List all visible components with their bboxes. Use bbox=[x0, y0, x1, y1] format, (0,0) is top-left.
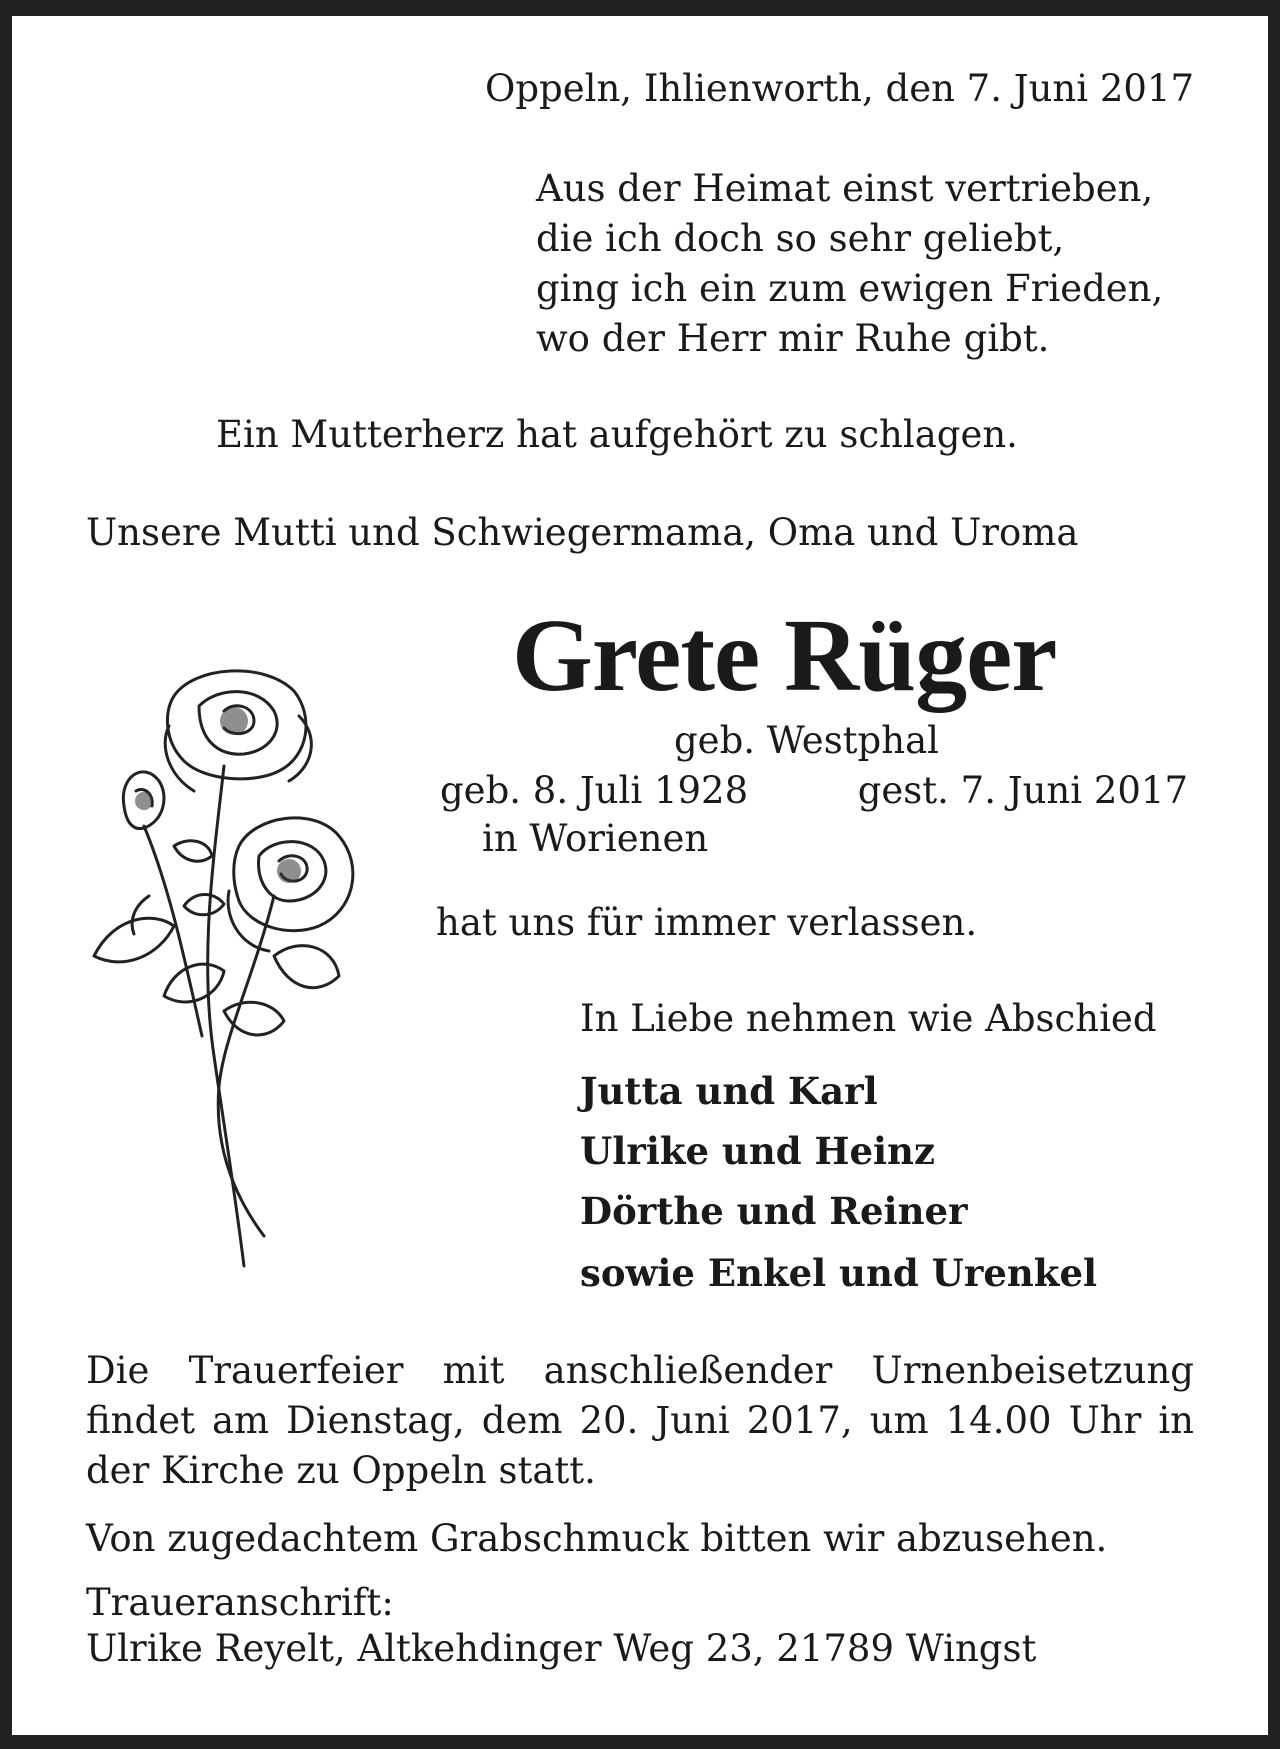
flowers-note: Von zugedachtem Grabschmuck bitten wir abzusehen. bbox=[86, 1517, 1108, 1560]
place-date: Oppeln, Ihlienworth, den 7. Juni 2017 bbox=[485, 67, 1194, 110]
mourner-3: Dörthe und Reiner bbox=[580, 1189, 968, 1233]
address-line: Ulrike Reyelt, Altkehdinger Weg 23, 21789 Wingst bbox=[86, 1627, 1037, 1670]
poem-line-4: wo der Herr mir Ruhe gibt. bbox=[536, 317, 1050, 360]
mourner-4: sowie Enkel und Urenkel bbox=[580, 1251, 1098, 1295]
poem-line-1: Aus der Heimat einst vertrieben, bbox=[536, 167, 1154, 210]
birth-date: geb. 8. Juli 1928 bbox=[440, 769, 749, 812]
poem-line-2: die ich doch so sehr geliebt, bbox=[536, 217, 1065, 260]
farewell-line: In Liebe nehmen wie Abschied bbox=[580, 997, 1157, 1040]
intro-line: Unsere Mutti und Schwiegermama, Oma und Uroma bbox=[86, 511, 1079, 554]
death-date: gest. 7. Juni 2017 bbox=[857, 769, 1188, 812]
left-line: hat uns für immer verlassen. bbox=[436, 901, 978, 944]
birthplace: in Worienen bbox=[482, 817, 709, 860]
mourner-1: Jutta und Karl bbox=[580, 1069, 878, 1113]
heart-line: Ein Mutterherz hat aufgehört zu schlagen. bbox=[216, 413, 1018, 456]
ceremony-text: Die Trauerfeier mit anschließender Urnenbeisetzung findet am Dienstag, dem 20. Juni 2017, um 14.00 Uhr in der Kirche zu Oppeln statt. bbox=[86, 1349, 1194, 1492]
mourner-2: Ulrike und Heinz bbox=[580, 1129, 935, 1173]
deceased-name: Grete Rüger bbox=[512, 598, 1057, 713]
address-label: Traueranschrift: bbox=[86, 1581, 394, 1624]
rose-illustration bbox=[74, 656, 374, 1276]
poem-line-3: ging ich ein zum ewigen Frieden, bbox=[536, 267, 1164, 310]
maiden-name: geb. Westphal bbox=[674, 719, 939, 762]
